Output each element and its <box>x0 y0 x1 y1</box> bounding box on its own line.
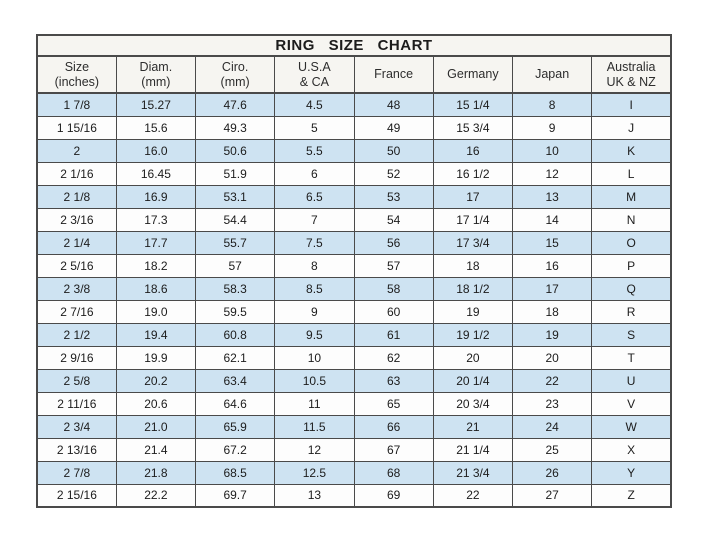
table-cell: 2 7/16 <box>37 300 116 323</box>
table-cell: 2 11/16 <box>37 392 116 415</box>
table-cell: 13 <box>513 185 592 208</box>
table-row <box>37 254 671 277</box>
table-cell: 16.9 <box>116 185 195 208</box>
table-row <box>37 461 671 484</box>
table-cell: 21 3/4 <box>433 461 512 484</box>
table-cell: 67 <box>354 438 433 461</box>
column-header-germany: Germany <box>433 56 512 93</box>
table-cell: 13 <box>275 484 354 507</box>
table-cell: 57 <box>196 254 275 277</box>
table-cell: 53 <box>354 185 433 208</box>
table-body <box>37 93 671 507</box>
table-cell: 60 <box>354 300 433 323</box>
table-row <box>37 323 671 346</box>
table-cell: Q <box>592 277 671 300</box>
table-cell: Y <box>592 461 671 484</box>
ring-size-table <box>36 34 672 508</box>
table-cell: J <box>592 116 671 139</box>
table-cell: 50 <box>354 139 433 162</box>
table-cell: 19.4 <box>116 323 195 346</box>
table-cell: 65.9 <box>196 415 275 438</box>
table-cell: 17 3/4 <box>433 231 512 254</box>
column-header-france: France <box>354 56 433 93</box>
table-cell: 20 3/4 <box>433 392 512 415</box>
table-cell: 62.1 <box>196 346 275 369</box>
table-cell: 2 5/16 <box>37 254 116 277</box>
table-row <box>37 415 671 438</box>
table-cell: X <box>592 438 671 461</box>
table-cell: 15 1/4 <box>433 93 512 116</box>
table-cell: 64.6 <box>196 392 275 415</box>
table-cell: 19.9 <box>116 346 195 369</box>
table-cell: 16.45 <box>116 162 195 185</box>
table-cell: 22 <box>513 369 592 392</box>
table-cell: 21 <box>433 415 512 438</box>
table-row <box>37 484 671 507</box>
table-cell: 59.5 <box>196 300 275 323</box>
table-cell: 58 <box>354 277 433 300</box>
table-cell: 20 1/4 <box>433 369 512 392</box>
table-cell: 2 9/16 <box>37 346 116 369</box>
table-cell: 16 1/2 <box>433 162 512 185</box>
table-cell: 21.4 <box>116 438 195 461</box>
table-cell: 7 <box>275 208 354 231</box>
table-cell: 10 <box>513 139 592 162</box>
table-cell: 55.7 <box>196 231 275 254</box>
table-cell: 20 <box>433 346 512 369</box>
table-row <box>37 277 671 300</box>
table-cell: 48 <box>354 93 433 116</box>
table-cell: 2 3/4 <box>37 415 116 438</box>
column-header-japan: Japan <box>513 56 592 93</box>
table-row <box>37 139 671 162</box>
table-cell: 69 <box>354 484 433 507</box>
table-cell: 62 <box>354 346 433 369</box>
table-cell: 16 <box>513 254 592 277</box>
table-cell: U <box>592 369 671 392</box>
table-cell: 18.6 <box>116 277 195 300</box>
table-cell: 27 <box>513 484 592 507</box>
table-cell: I <box>592 93 671 116</box>
table-row <box>37 300 671 323</box>
table-cell: 11 <box>275 392 354 415</box>
column-header-usa-ca: U.S.A & CA <box>275 56 354 93</box>
table-cell: 9 <box>275 300 354 323</box>
table-cell: 15 <box>513 231 592 254</box>
table-cell: 6 <box>275 162 354 185</box>
table-cell: 17 1/4 <box>433 208 512 231</box>
table-cell: 2 <box>37 139 116 162</box>
table-cell: N <box>592 208 671 231</box>
table-cell: 15 3/4 <box>433 116 512 139</box>
table-cell: 63.4 <box>196 369 275 392</box>
table-cell: 21.8 <box>116 461 195 484</box>
table-cell: 10 <box>275 346 354 369</box>
table-cell: 18 <box>433 254 512 277</box>
table-cell: 8 <box>275 254 354 277</box>
table-cell: W <box>592 415 671 438</box>
table-cell: O <box>592 231 671 254</box>
table-cell: 22 <box>433 484 512 507</box>
table-cell: 24 <box>513 415 592 438</box>
table-cell: 67.2 <box>196 438 275 461</box>
table-cell: 2 3/16 <box>37 208 116 231</box>
table-cell: 17.7 <box>116 231 195 254</box>
table-cell: 26 <box>513 461 592 484</box>
table-cell: 19 <box>513 323 592 346</box>
table-cell: 49 <box>354 116 433 139</box>
table-cell: 57 <box>354 254 433 277</box>
table-cell: 54.4 <box>196 208 275 231</box>
table-cell: 6.5 <box>275 185 354 208</box>
table-cell: 5.5 <box>275 139 354 162</box>
table-cell: S <box>592 323 671 346</box>
table-cell: 63 <box>354 369 433 392</box>
table-cell: 1 15/16 <box>37 116 116 139</box>
table-cell: 5 <box>275 116 354 139</box>
table-row <box>37 208 671 231</box>
table-cell: 16.0 <box>116 139 195 162</box>
table-cell: 2 1/2 <box>37 323 116 346</box>
table-cell: 68 <box>354 461 433 484</box>
table-cell: 2 5/8 <box>37 369 116 392</box>
table-cell: 21.0 <box>116 415 195 438</box>
table-cell: 12 <box>513 162 592 185</box>
table-cell: 8.5 <box>275 277 354 300</box>
table-cell: 47.6 <box>196 93 275 116</box>
table-cell: 18 1/2 <box>433 277 512 300</box>
table-cell: 2 13/16 <box>37 438 116 461</box>
table-cell: K <box>592 139 671 162</box>
table-row <box>37 231 671 254</box>
table-cell: 68.5 <box>196 461 275 484</box>
table-cell: 65 <box>354 392 433 415</box>
chart-title: RING SIZE CHART <box>37 35 671 56</box>
table-cell: 54 <box>354 208 433 231</box>
table-cell: 17.3 <box>116 208 195 231</box>
table-row <box>37 369 671 392</box>
column-header-ciro-mm: Ciro. (mm) <box>196 56 275 93</box>
table-row <box>37 346 671 369</box>
table-row <box>37 93 671 116</box>
table-cell: 10.5 <box>275 369 354 392</box>
table-row <box>37 116 671 139</box>
column-header-diam-mm: Diam. (mm) <box>116 56 195 93</box>
table-cell: P <box>592 254 671 277</box>
table-cell: 12.5 <box>275 461 354 484</box>
table-cell: 49.3 <box>196 116 275 139</box>
column-header-size-inches: Size (inches) <box>37 56 116 93</box>
table-cell: 16 <box>433 139 512 162</box>
table-cell: 23 <box>513 392 592 415</box>
table-cell: 20.2 <box>116 369 195 392</box>
table-cell: 8 <box>513 93 592 116</box>
ring-size-chart <box>36 34 672 508</box>
table-cell: 53.1 <box>196 185 275 208</box>
table-cell: 7.5 <box>275 231 354 254</box>
table-cell: 15.6 <box>116 116 195 139</box>
table-cell: 14 <box>513 208 592 231</box>
table-cell: 22.2 <box>116 484 195 507</box>
table-cell: 51.9 <box>196 162 275 185</box>
table-cell: 56 <box>354 231 433 254</box>
table-cell: T <box>592 346 671 369</box>
table-cell: 61 <box>354 323 433 346</box>
table-cell: 11.5 <box>275 415 354 438</box>
table-cell: 58.3 <box>196 277 275 300</box>
table-cell: 69.7 <box>196 484 275 507</box>
table-cell: 66 <box>354 415 433 438</box>
table-cell: M <box>592 185 671 208</box>
table-cell: 2 1/8 <box>37 185 116 208</box>
table-cell: L <box>592 162 671 185</box>
table-cell: 2 15/16 <box>37 484 116 507</box>
table-cell: 52 <box>354 162 433 185</box>
table-cell: 15.27 <box>116 93 195 116</box>
table-cell: 9.5 <box>275 323 354 346</box>
table-row <box>37 392 671 415</box>
table-cell: 2 1/4 <box>37 231 116 254</box>
table-cell: 4.5 <box>275 93 354 116</box>
table-cell: 2 7/8 <box>37 461 116 484</box>
table-row <box>37 438 671 461</box>
table-cell: 9 <box>513 116 592 139</box>
table-cell: 18.2 <box>116 254 195 277</box>
table-row <box>37 185 671 208</box>
table-header-row <box>37 56 671 93</box>
table-cell: 1 7/8 <box>37 93 116 116</box>
table-cell: 17 <box>433 185 512 208</box>
table-cell: Z <box>592 484 671 507</box>
table-cell: 17 <box>513 277 592 300</box>
table-cell: 20 <box>513 346 592 369</box>
table-cell: 12 <box>275 438 354 461</box>
table-title-row <box>37 35 671 56</box>
table-cell: 60.8 <box>196 323 275 346</box>
table-cell: 21 1/4 <box>433 438 512 461</box>
table-row <box>37 162 671 185</box>
table-cell: R <box>592 300 671 323</box>
table-cell: 18 <box>513 300 592 323</box>
table-cell: 50.6 <box>196 139 275 162</box>
column-header-australia-uk-nz: Australia UK & NZ <box>592 56 671 93</box>
table-cell: 25 <box>513 438 592 461</box>
table-cell: 2 3/8 <box>37 277 116 300</box>
table-cell: 19 1/2 <box>433 323 512 346</box>
table-cell: 19 <box>433 300 512 323</box>
table-cell: 2 1/16 <box>37 162 116 185</box>
table-cell: 20.6 <box>116 392 195 415</box>
table-cell: V <box>592 392 671 415</box>
table-cell: 19.0 <box>116 300 195 323</box>
